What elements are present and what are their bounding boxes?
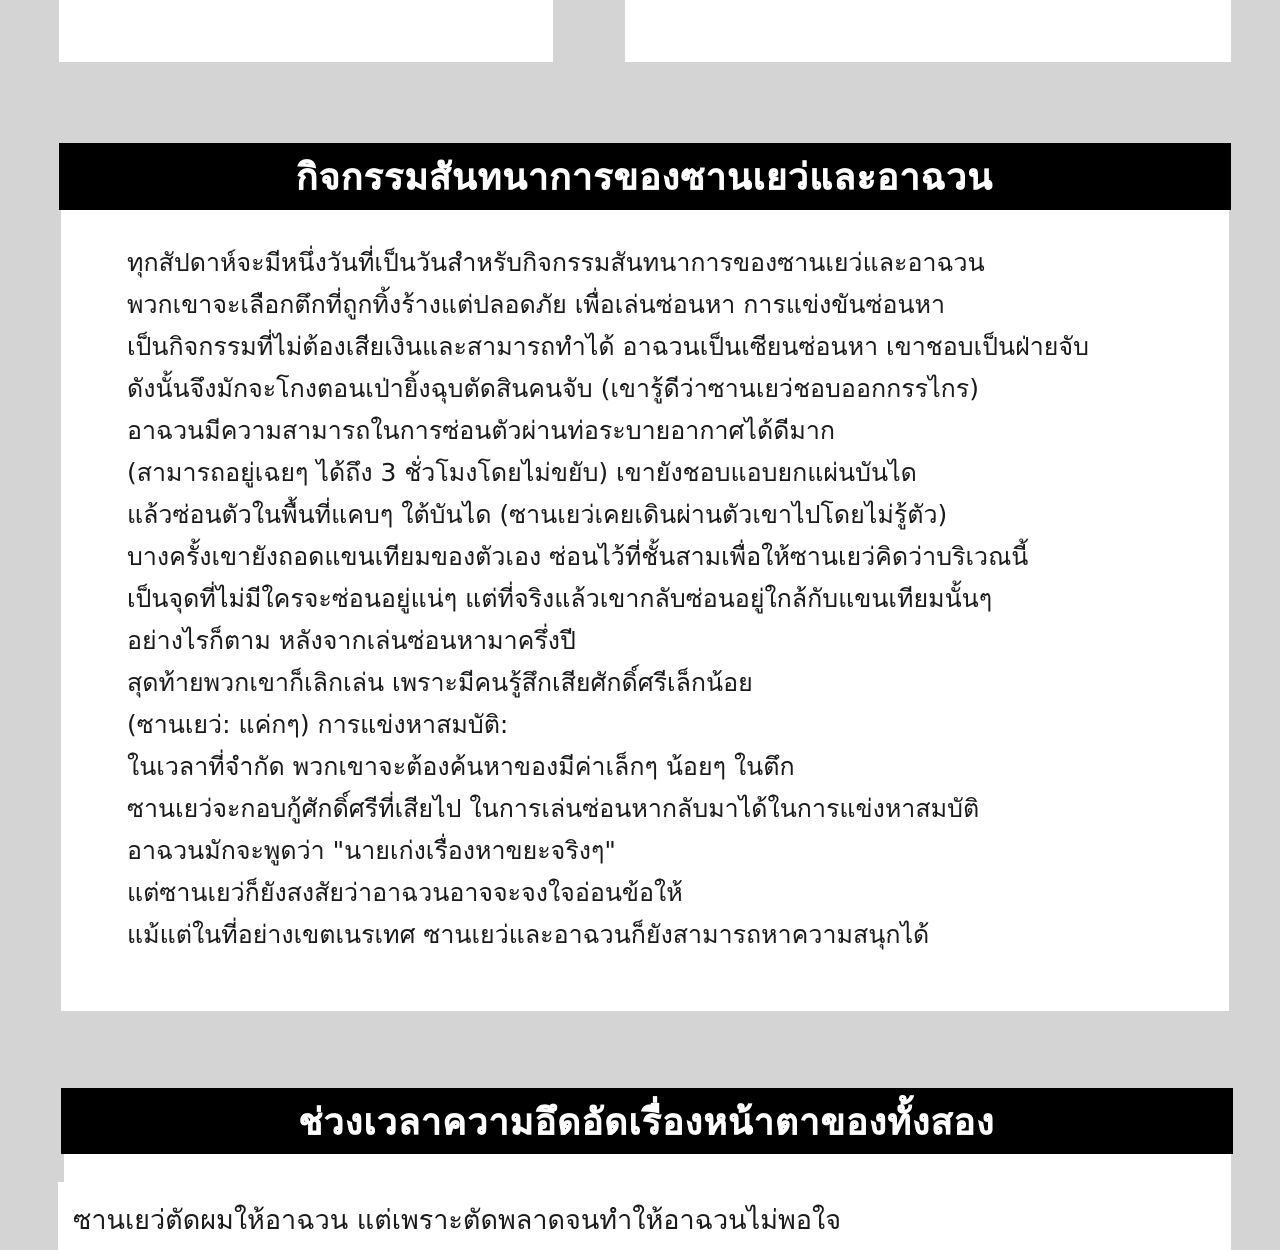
paragraph-line: บางครั้งเขายังถอดแขนเทียมของตัวเอง ซ่อนไว้ที่ชั้นสามเพื่อให้ซานเยว่คิดว่าบริเวณนี้ xyxy=(127,542,1029,571)
awkward-moments-paragraph xyxy=(73,1198,841,1244)
paragraph-line: ซานเยว่จะกอบกู้ศักดิ์ศรีที่เสียไป ในการเล่นซ่อนหากลับมาได้ในการแข่งหาสมบัติ xyxy=(127,794,980,823)
paragraph-line: ในเวลาที่จำกัด พวกเขาจะต้องค้นหาของมีค่าเล็กๆ น้อยๆ ในตึก xyxy=(127,752,795,781)
paragraph-line: พวกเขาจะเลือกตึกที่ถูกทิ้งร้างแต่ปลอดภัย เพื่อเล่นซ่อนหา การแข่งขันซ่อนหา xyxy=(127,290,946,319)
section-heading-text: ช่วงเวลาความอึดอัดเรื่องหน้าตาของทั้งสอง xyxy=(298,1101,996,1143)
paragraph-line: อาฉวนมักจะพูดว่า "นายเก่งเรื่องหาขยะจริงๆ" xyxy=(127,836,616,865)
paragraph-line: แล้วซ่อนตัวในพื้นที่แคบๆ ใต้บันได (ซานเยว่เคยเดินผ่านตัวเขาไปโดยไม่รู้ตัว) xyxy=(127,500,948,529)
previous-section-card-right xyxy=(625,0,1231,62)
section-heading-recreation xyxy=(59,143,1231,210)
paragraph-line: อย่างไรก็ตาม หลังจากเล่นซ่อนหามาครึ่งปี xyxy=(127,626,576,655)
paragraph-line: แม้แต่ในที่อย่างเขตเนรเทศ ซานเยว่และอาฉวนก็ยังสามารถหาความสนุกได้ xyxy=(127,920,930,949)
recreation-paragraph xyxy=(127,242,1227,956)
paragraph-line: (สามารถอยู่เฉยๆ ได้ถึง 3 ชั่วโมงโดยไม่ขยับ) เขายังชอบแอบยกแผ่นบันได xyxy=(127,458,917,487)
previous-section-card-left xyxy=(59,0,553,62)
paragraph-line: ซานเยว่ตัดผมให้อาฉวน แต่เพราะตัดพลาดจนทำให้อาฉวนไม่พอใจ xyxy=(73,1205,842,1236)
paragraph-line: อาฉวนมีความสามารถในการซ่อนตัวผ่านท่อระบายอากาศได้ดีมาก xyxy=(127,416,836,445)
section-heading-awkward-moments xyxy=(61,1088,1233,1154)
paragraph-line: แต่ซานเยว่ก็ยังสงสัยว่าอาฉวนอาจจะจงใจอ่อนข้อให้ xyxy=(127,878,683,907)
paragraph-line: (ซานเยว่: แค่กๆ) การแข่งหาสมบัติ: xyxy=(127,710,509,739)
section-heading-text: กิจกรรมสันทนาการของซานเยว่และอาฉวน xyxy=(296,157,994,198)
paragraph-line: ดังนั้นจึงมักจะโกงตอนเป่ายิ้งฉุบตัดสินคนจับ (เขารู้ดีว่าซานเยว่ชอบออกกรรไกร) xyxy=(127,374,979,403)
paragraph-line: ทุกสัปดาห์จะมีหนึ่งวันที่เป็นวันสำหรับกิจกรรมสันทนาการของซานเยว่และอาฉวน xyxy=(127,248,985,277)
paragraph-line: เป็นจุดที่ไม่มีใครจะซ่อนอยู่แน่ๆ แต่ที่จริงแล้วเขากลับซ่อนอยู่ใกล้กับแขนเทียมนั้นๆ xyxy=(127,584,993,613)
paragraph-line: สุดท้ายพวกเขาก็เลิกเล่น เพราะมีคนรู้สึกเสียศักดิ์ศรีเล็กน้อย xyxy=(127,668,753,697)
paragraph-line: เป็นกิจกรรมที่ไม่ต้องเสียเงินและสามารถทำได้ อาฉวนเป็นเซียนซ่อนหา เขาชอบเป็นฝ่ายจับ xyxy=(127,332,1089,361)
